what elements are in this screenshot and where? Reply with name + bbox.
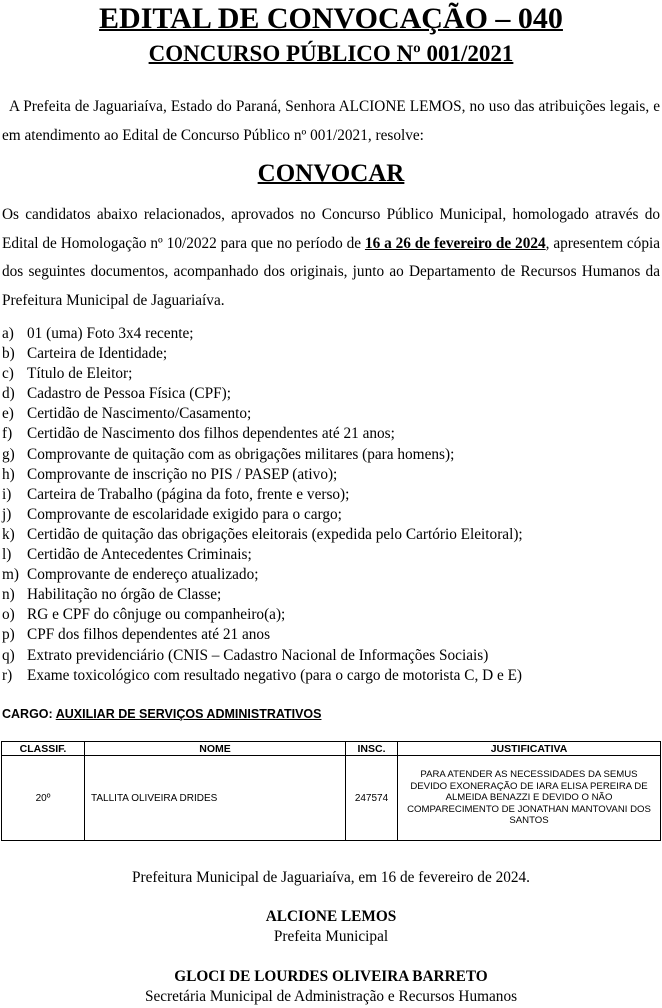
list-item-text: Exame toxicológico com resultado negativo (para o cargo de motorista C, D e E) (27, 666, 523, 684)
list-item (2, 545, 660, 565)
cargo-label: CARGO: (2, 707, 56, 721)
list-item-text: 01 (uma) Foto 3x4 recente; (27, 325, 194, 342)
list-item-letter: h) (2, 465, 15, 483)
header-nome: NOME (85, 742, 346, 756)
list-item (2, 646, 660, 666)
list-item-text: Comprovante de quitação com as obrigações militares (para homens); (27, 445, 455, 463)
table-row (2, 756, 661, 841)
body-text-part1: Os candidatos abaixo relacionados, aprovados no Concurso Público Municipal, homologado através do Edital de Homologação nº 10/2022 para que no período de (2, 206, 660, 252)
list-item-text: RG e CPF do cônjuge ou companheiro(a); (27, 606, 286, 624)
list-item-letter: i) (2, 485, 12, 503)
list-item-letter: d) (2, 385, 15, 403)
results-table (1, 741, 661, 841)
cell-nome (85, 756, 346, 841)
list-item (2, 445, 660, 465)
list-item-text: Comprovante de endereço atualizado; (27, 566, 259, 584)
period-highlight: 16 a 26 de fevereiro de 2024 (364, 234, 546, 252)
list-item-text: Certidão de quitação das obrigações eleitorais (expedida pelo Cartório Eleitoral); (27, 525, 523, 543)
list-item-text: Certidão de Antecedentes Criminais; (27, 546, 252, 564)
list-item-letter: j) (2, 505, 12, 523)
list-item (2, 465, 660, 485)
list-item-letter: m) (2, 566, 19, 584)
list-item-text: Certidão de Nascimento dos filhos dependentes até 21 anos; (27, 425, 395, 443)
list-item (2, 585, 660, 605)
list-item-letter: q) (2, 646, 15, 664)
list-item-letter: r) (2, 666, 13, 684)
intro-paragraph: A Prefeita de Jaguariaíva, Estado do Paraná, Senhora ALCIONE LEMOS, no uso das atribuições legais, e em atendimento ao Edital de Concurso Público nº 001/2021, resolve: (2, 98, 660, 144)
list-item-letter: o) (2, 606, 15, 624)
signer2-name: GLOCI DE LOURDES OLIVEIRA BARRETO (174, 968, 488, 985)
date-line: Prefeitura Municipal de Jaguariaíva, em 16 de fevereiro de 2024. (132, 869, 530, 886)
list-item-letter: k) (2, 525, 15, 543)
cell-insc: 247574 (346, 756, 398, 841)
signer1-role: Prefeita Municipal (273, 928, 389, 945)
list-item (2, 605, 660, 625)
list-item-text: Comprovante de inscrição no PIS / PASEP (ativo); (27, 465, 338, 483)
list-item-letter: f) (2, 425, 13, 443)
list-item-text: Extrato previdenciário (CNIS – Cadastro Nacional de Informações Sociais) (27, 646, 489, 664)
list-item (2, 625, 660, 645)
list-item (2, 404, 660, 424)
cell-nome-text: TALLITA OLIVEIRA DRIDES (91, 792, 218, 804)
list-item (2, 344, 660, 364)
page-subtitle: CONCURSO PÚBLICO Nº 001/2021 (148, 41, 514, 66)
list-item-text: Comprovante de escolaridade exigido para o cargo; (27, 505, 342, 523)
list-item-letter: p) (2, 626, 15, 644)
list-item-letter: e) (2, 405, 14, 423)
table-header-row (2, 742, 661, 756)
cell-classif: 20º (2, 756, 85, 841)
list-item-letter: b) (2, 345, 15, 363)
header-justificativa: JUSTIFICATIVA (398, 742, 661, 756)
cargo-line (2, 706, 321, 722)
convocar-heading: CONVOCAR (257, 160, 405, 187)
list-item (2, 565, 660, 585)
list-item-text: Habilitação no órgão de Classe; (27, 586, 222, 604)
header-classif: CLASSIF. (2, 742, 85, 756)
list-item (2, 505, 660, 525)
list-item (2, 525, 660, 545)
list-item-text: Certidão de Nascimento/Casamento; (27, 405, 252, 423)
cargo-value: AUXILIAR DE SERVIÇOS ADMINISTRATIVOS (55, 707, 322, 721)
cell-justificativa (398, 756, 661, 841)
list-item (2, 364, 660, 384)
list-item-letter: l) (2, 546, 12, 564)
header-insc: INSC. (346, 742, 398, 756)
signer2-role: Secretária Municipal de Administração e Recursos Humanos (144, 988, 518, 1005)
list-item-text: CPF dos filhos dependentes até 21 anos (27, 626, 271, 644)
list-item (2, 384, 660, 404)
list-item (2, 666, 660, 686)
list-item-letter: c) (2, 365, 14, 383)
page-title: EDITAL DE CONVOCAÇÃO – 040 (99, 2, 563, 35)
list-item (2, 424, 660, 444)
list-item-text: Carteira de Trabalho (página da foto, frente e verso); (27, 485, 350, 503)
list-item-text: Cadastro de Pessoa Física (CPF); (27, 385, 231, 403)
document-list (2, 324, 660, 686)
body-paragraph (2, 201, 660, 315)
list-item-letter: n) (2, 586, 15, 604)
list-item (2, 485, 660, 505)
body-text-part2: , apresentem cópia dos seguintes documentos, acompanhado dos originais, junto ao Departamento de Recursos Humanos da Prefeitura Municipal de Jaguariaíva. (2, 234, 661, 309)
list-item-letter: g) (2, 445, 15, 463)
list-item-text: Título de Eleitor; (27, 365, 133, 383)
list-item (2, 324, 660, 344)
signer1-name: ALCIONE LEMOS (265, 908, 397, 925)
list-item-text: Carteira de Identidade; (27, 345, 168, 363)
cell-justificativa-text: PARA ATENDER AS NECESSIDADES DA SEMUS DEVIDO EXONERAÇÃO DE IARA ELISA PEREIRA DE ALMEIDA BENAZZI E DEVIDO O NÃO COMPARECIMENTO DE JONATHAN MANTOVANI DOS SANTOS (407, 769, 651, 827)
list-item-letter: a) (2, 325, 14, 342)
